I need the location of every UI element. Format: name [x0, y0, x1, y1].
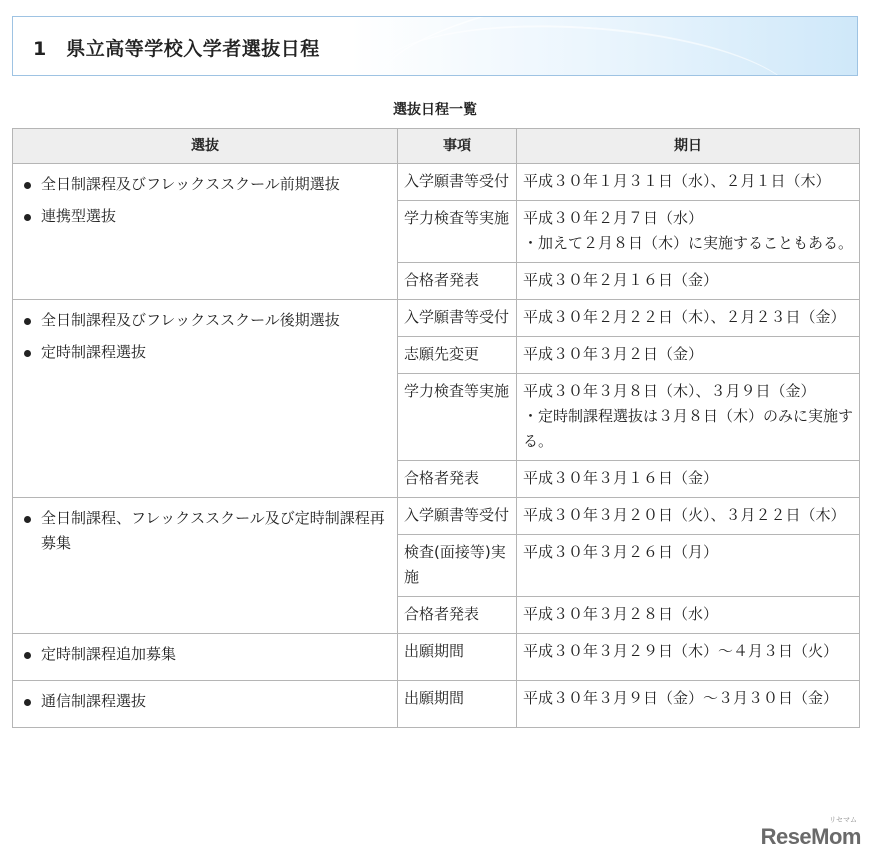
selection-cell: [13, 634, 398, 681]
bullet-icon: [24, 182, 31, 189]
selection-item: 定時制課程追加募集: [41, 642, 389, 667]
date-cell: 平成３０年３月１６日（金）: [517, 461, 860, 498]
page-title: [33, 34, 320, 61]
date-cell: 平成３０年３月２０日（火）、３月２２日（木）: [517, 498, 860, 535]
selection-item: 全日制課程及びフレックススクール前期選抜: [41, 172, 389, 197]
heading-title: 県立高等学校入学者選抜日程: [66, 38, 320, 60]
date-cell: 平成３０年３月９日（金）～３月３０日（金）: [517, 681, 860, 728]
date-cell: [517, 201, 860, 263]
date-cell: [517, 374, 860, 461]
bullet-icon: [24, 214, 31, 221]
table-header-row: [13, 129, 860, 164]
header-date: 期日: [517, 129, 860, 164]
item-cell: 入学願書等受付: [398, 300, 517, 337]
table-row: [13, 634, 860, 681]
date-cell: 平成３０年３月２日（金）: [517, 337, 860, 374]
item-cell: 合格者発表: [398, 597, 517, 634]
selection-item: 定時制課程選抜: [41, 340, 389, 365]
date-cell: 平成３０年２月１６日（金）: [517, 263, 860, 300]
date-cell: 平成３０年２月２２日（木）、２月２３日（金）: [517, 300, 860, 337]
selection-item: 通信制課程選抜: [41, 689, 389, 714]
selection-cell: [13, 498, 398, 634]
item-cell: 合格者発表: [398, 461, 517, 498]
table-row: [13, 300, 860, 337]
table-row: [13, 681, 860, 728]
section-heading: [12, 16, 858, 76]
selection-item: 連携型選抜: [41, 204, 389, 229]
selection-item: 全日制課程及びフレックススクール後期選抜: [41, 308, 389, 333]
table-row: [13, 498, 860, 535]
date-note: ・加えて２月８日（木）に実施することもある。: [523, 234, 854, 252]
item-cell: 出願期間: [398, 634, 517, 681]
item-cell: 合格者発表: [398, 263, 517, 300]
selection-item: 全日制課程、フレックススクール及び定時制課程再募集: [21, 506, 389, 556]
header-item: 事項: [398, 129, 517, 164]
date-text: 平成３０年２月７日（水）: [523, 209, 704, 227]
item-cell: 志願先変更: [398, 337, 517, 374]
bullet-icon: [24, 516, 31, 523]
date-cell: 平成３０年３月２９日（木）～４月３日（火）: [517, 634, 860, 681]
bullet-icon: [24, 350, 31, 357]
watermark-logo: ReseMom: [760, 824, 861, 849]
selection-cell: [13, 300, 398, 498]
item-cell: 学力検査等実施: [398, 201, 517, 263]
item-cell: 入学願書等受付: [398, 164, 517, 201]
date-cell: 平成３０年３月２６日（月）: [517, 535, 860, 597]
bullet-icon: [24, 318, 31, 325]
table-caption: 選抜日程一覧: [393, 102, 477, 118]
bullet-icon: [24, 652, 31, 659]
header-selection: 選抜: [13, 129, 398, 164]
selection-cell: [13, 164, 398, 300]
schedule-table: [12, 128, 860, 728]
item-cell: 出願期間: [398, 681, 517, 728]
heading-number: 1: [33, 38, 47, 60]
date-cell: 平成３０年３月２８日（水）: [517, 597, 860, 634]
table-row: [13, 164, 860, 201]
selection-cell: [13, 681, 398, 728]
date-note: ・定時制課程選抜は３月８日（木）のみに実施する。: [523, 407, 854, 450]
bullet-icon: [24, 699, 31, 706]
item-cell: 入学願書等受付: [398, 498, 517, 535]
date-cell: 平成３０年１月３１日（水）、２月１日（木）: [517, 164, 860, 201]
item-cell: 検査(面接等)実施: [398, 535, 517, 597]
date-text: 平成３０年３月８日（木）、３月９日（金）: [523, 382, 816, 400]
item-cell: 学力検査等実施: [398, 374, 517, 461]
watermark-tag: リセマム: [829, 816, 857, 824]
